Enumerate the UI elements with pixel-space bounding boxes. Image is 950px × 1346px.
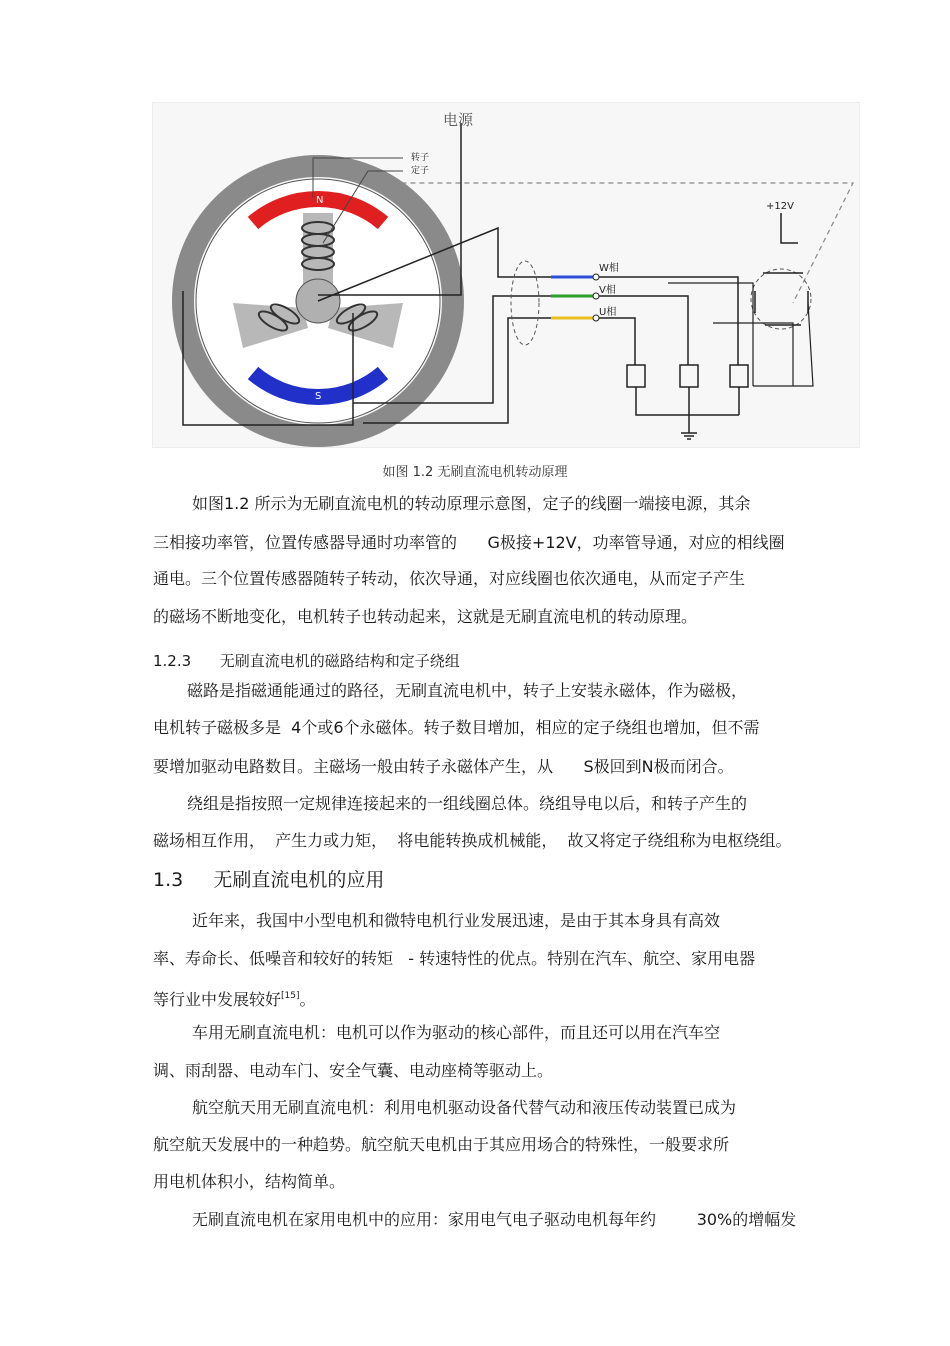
motor-schematic-svg bbox=[153, 103, 859, 447]
s-label: S bbox=[315, 391, 322, 402]
motor-schematic-figure bbox=[152, 102, 860, 448]
12v-label: +12V bbox=[766, 201, 794, 212]
section-heading-1-3: 1.3 无刷直流电机的应用 bbox=[153, 869, 385, 891]
p4-line-1: 近年来，我国中小型电机和微特电机行业发展迅速，是由于其本身具有高效 bbox=[192, 911, 721, 930]
p6-line-3: 用电机体积小，结构简单。 bbox=[153, 1172, 346, 1191]
rotor-label: 转子 bbox=[411, 153, 430, 163]
stator-label: 定子 bbox=[411, 166, 430, 176]
cable-bundle bbox=[511, 261, 539, 345]
p3-line-1: 绕组是指按照一定规律连接起来的一组线圈总体。绕组导电以后，和转子产生的 bbox=[187, 794, 748, 813]
n-label: N bbox=[316, 195, 324, 206]
p4-line-3-text: 等行业中发展较好 bbox=[153, 990, 282, 1009]
v-phase-label: V相 bbox=[599, 285, 616, 296]
p4-line-2: 率、寿命长、低噪音和较好的转矩 - 转速特性的优点。特别在汽车、航空、家用电器 bbox=[153, 949, 756, 968]
p2-line-3: 要增加驱动电路数目。主磁场一般由转子永磁体产生，从 S极回到N极而闭合。 bbox=[153, 757, 734, 776]
p7-line-1: 无刷直流电机在家用电机中的应用：家用电气电子驱动电机每年约 30%的增幅发 bbox=[192, 1210, 797, 1229]
position-sensor-group bbox=[751, 269, 811, 329]
citation-ref: [15] bbox=[281, 991, 300, 1001]
section-heading-1-2-3: 1.2.3 无刷直流电机的磁路结构和定子绕组 bbox=[153, 652, 460, 670]
power-label: 电源 bbox=[443, 111, 474, 129]
p1-line-4: 的磁场不断地变化，电机转子也转动起来，这就是无刷直流电机的转动原理。 bbox=[153, 607, 698, 626]
power-transistors bbox=[627, 365, 748, 387]
p3-line-2: 磁场相互作用， 产生力或力矩， 将电能转换成机械能， 故又将定子绕组称为电枢绕组。 bbox=[153, 831, 792, 850]
p6-line-2: 航空航天发展中的一种趋势。航空航天电机由于其应用场合的特殊性，一般要求所 bbox=[153, 1135, 730, 1154]
sensor-switches bbox=[755, 273, 808, 325]
supply-line bbox=[781, 213, 798, 243]
p4-line-3 bbox=[153, 986, 316, 1010]
figure-caption: 如图 1.2 无刷直流电机转动原理 bbox=[382, 465, 568, 480]
p2-line-1: 磁路是指磁通能通过的路径，无刷直流电机中，转子上安装永磁体，作为磁极， bbox=[187, 681, 748, 700]
ground-bus bbox=[636, 387, 739, 433]
w-terminal bbox=[593, 274, 599, 280]
p5-line-2: 调、雨刮器、电动车门、安全气囊、电动座椅等驱动上。 bbox=[153, 1061, 554, 1080]
p1-line-1: 如图1.2 所示为无刷直流电机的转动原理示意图，定子的线圈一端接电源，其余 bbox=[192, 494, 751, 513]
gate-lines bbox=[668, 283, 813, 386]
w-phase-label: W相 bbox=[599, 263, 619, 274]
p2-line-2: 电机转子磁极多是 4个或6个永磁体。转子数目增加，相应的定子绕组也增加，但不需 bbox=[153, 718, 760, 737]
p5-line-1: 车用无刷直流电机：电机可以作为驱动的核心部件，而且还可以用在汽车空 bbox=[192, 1023, 721, 1042]
ground-symbol bbox=[681, 433, 697, 439]
p4-end: 。 bbox=[299, 990, 316, 1009]
u-phase-label: U相 bbox=[599, 307, 617, 318]
p1-line-3: 通电。三个位置传感器随转子转动，依次导通，对应线圈也依次通电，从而定子产生 bbox=[153, 569, 746, 588]
w-bus bbox=[599, 277, 738, 365]
p1-line-2: 三相接功率管，位置传感器导通时功率管的 G极接+12V，功率管导通，对应的相线圈 bbox=[153, 533, 785, 552]
p6-line-1: 航空航天用无刷直流电机：利用电机驱动设备代替气动和液压传动装置已成为 bbox=[192, 1098, 737, 1117]
u-bus bbox=[599, 318, 635, 365]
